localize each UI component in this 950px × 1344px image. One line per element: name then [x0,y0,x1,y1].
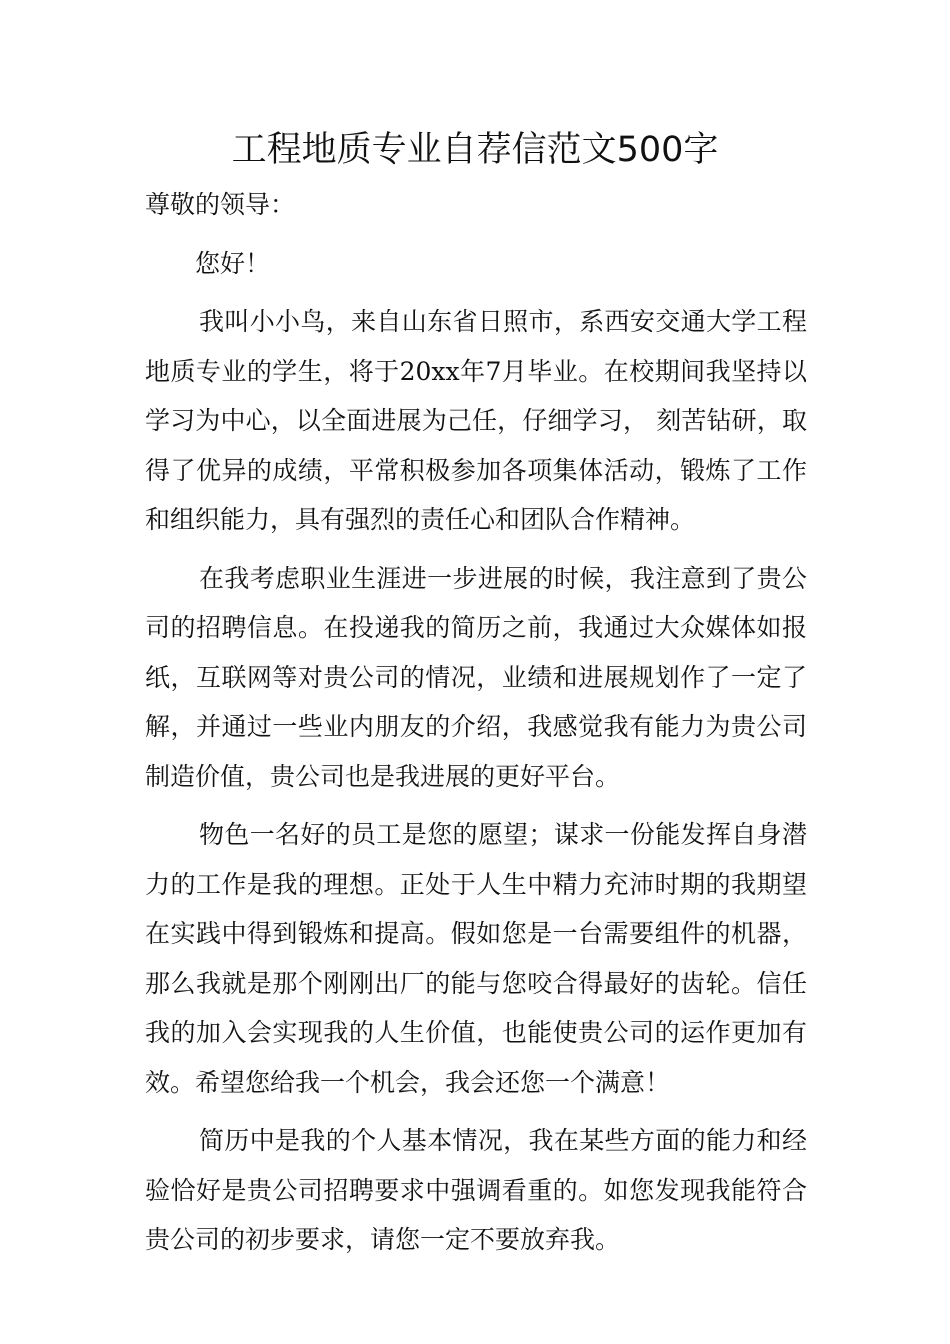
document-title: 工程地质专业自荐信范文500字 [231,130,719,170]
paragraph-interest: 在我考虑职业生涯进一步进展的时候，我注意到了贵公司的招聘信息。在投递我的简历之前，我通过大众媒体如报纸，互联网等对贵公司的情况，业绩和进展规划作了一定了解，并通过一些业内朋友的介绍，我感觉我有能力为贵公司制造价值，贵公司也是我进展的更好平台。 [145,563,807,791]
paragraph-aspiration: 物色一名好的员工是您的愿望；谋求一份能发挥自身潜力的工作是我的理想。正处于人生中精力充沛时期的我期望在实践中得到锻炼和提高。假如您是一台需要组件的机器，那么我就是那个刚刚出厂的能与您咬合得最好的齿轮。信任我的加入会实现我的人生价值，也能使贵公司的运作更加有效。希望您给我一个机会，我会还您一个满意！ [145,820,807,1097]
greeting: 您好！ [195,248,271,278]
salutation: 尊敬的领导： [145,190,296,219]
paragraph-closing: 简历中是我的个人基本情况，我在某些方面的能力和经验恰好是贵公司招聘要求中强调看重的。如您发现我能符合贵公司的初步要求，请您一定不要放弃我。 [145,1126,807,1254]
paragraph-intro: 我叫小小鸟，来自山东省日照市，系西安交通大学工程地质专业的学生，将于20xx年7月毕业。在校期间我坚持以学习为中心，以全面进展为己任，仔细学习， 刻苦钻研，取得了优异的成绩，平常积极参加各项集体活动，锻炼了工作和组织能力，具有强烈的责任心和团队合作精神。 [145,307,807,534]
letter-body [145,180,807,1274]
